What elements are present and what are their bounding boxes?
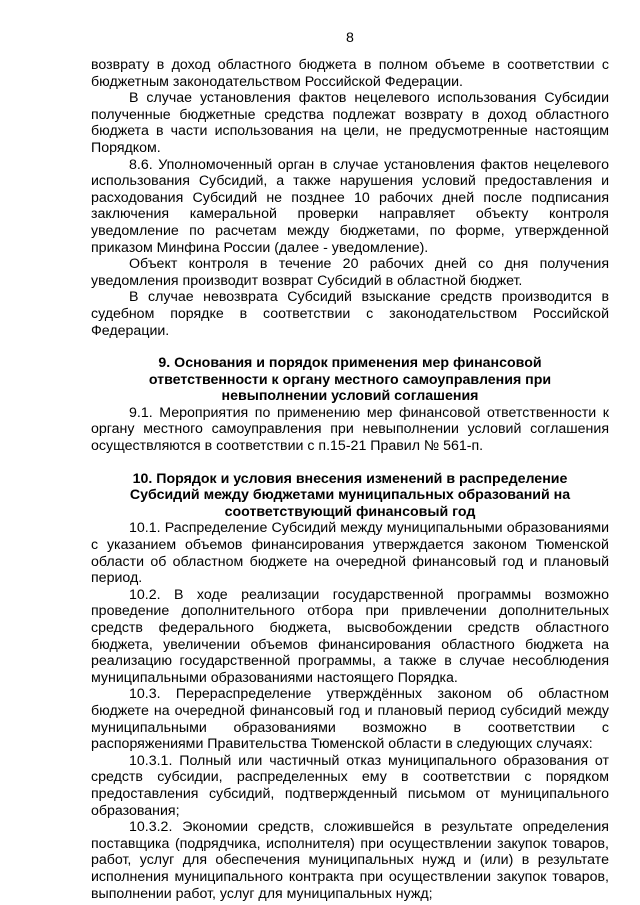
section-9 — [91, 355, 609, 455]
paragraph: 10.1. Распределение Субсидий между муниципальными образованиями с указанием объемов финансирования утверждается законом Тюменской области об областном бюджете на очередной финансовый год и плановый период. — [91, 520, 609, 587]
paragraph: Объект контроля в течение 20 рабочих дней со дня получения уведомления производит возврат Субсидий в областной бюджет. — [91, 256, 609, 289]
paragraph: 10.3. Перераспределение утверждённых законом об областном бюджете на очередной финансовый год и плановый период субсидий между муниципальными образованиями возможно в соответствии с распоряжениями Правительства Тюменской области в следующих случаях: — [91, 686, 609, 753]
document-page — [91, 30, 609, 902]
paragraph: возврату в доход областного бюджета в полном объеме в соответствии с бюджетным законодательством Российской Федерации. — [91, 57, 609, 90]
paragraph: В случае установления фактов нецелевого использования Субсидии полученные бюджетные средства подлежат возврату в доход областного бюджета в части использования на цели, не предусмотренные настоящим Порядком. — [91, 90, 609, 156]
section-8-continuation — [91, 57, 609, 339]
section-heading: 9. Основания и порядок применения мер финансовой ответственности к органу местного самоуправления при невыполнении условий соглашения — [148, 355, 552, 405]
paragraph: 10.3.2. Экономии средств, сложившейся в результате определения поставщика (подрядчика, исполнителя) при осуществлении закупок товаров, работ, услуг для обеспечения муниципальных нужд и (или) в результате исполнения муниципального контракта при осуществлении закупок товаров, выполнении работ, услуг для муниципальных нужд; — [91, 819, 609, 902]
section-10 — [91, 471, 609, 902]
section-heading: 10. Порядок и условия внесения изменений в распределение Субсидий между бюджетами муниципальных образований на соответствующий финансовый год — [129, 470, 571, 520]
page-number: 8 — [346, 30, 354, 46]
paragraph: 8.6. Уполномоченный орган в случае установления фактов нецелевого использования Субсидий, а также нарушения условий предоставления и расходования Субсидий не позднее 10 рабочих дней после подписания заключения камеральной проверки направляет объекту контроля уведомление по расчетам между бюджетами, по форме, утвержденной приказом Минфина России (далее - уведомление). — [91, 156, 609, 256]
paragraph: В случае невозврата Субсидий взыскание средств производится в судебном порядке в соответствии с законодательством Российской Федерации. — [91, 289, 609, 339]
paragraph: 10.3.1. Полный или частичный отказ муниципального образования от средств субсидии, распределенных ему в соответствии с порядком предоставления субсидий, подтвержденный письмом от муниципального образования; — [91, 752, 609, 819]
paragraph: 10.2. В ходе реализации государственной программы возможно проведение дополнительного отбора при привлечении дополнительных средств федерального бюджета, высвобождении средств областного бюджета, увеличении объемов финансирования областного бюджета на реализацию государственной программы, а также в случае несоблюдения муниципальными образованиями настоящего Порядка. — [91, 586, 609, 686]
paragraph: 9.1. Мероприятия по применению мер финансовой ответственности к органу местного самоуправления при невыполнении условий соглашения осуществляются в соответствии с п.15-21 Правил № 561-п. — [91, 404, 609, 455]
